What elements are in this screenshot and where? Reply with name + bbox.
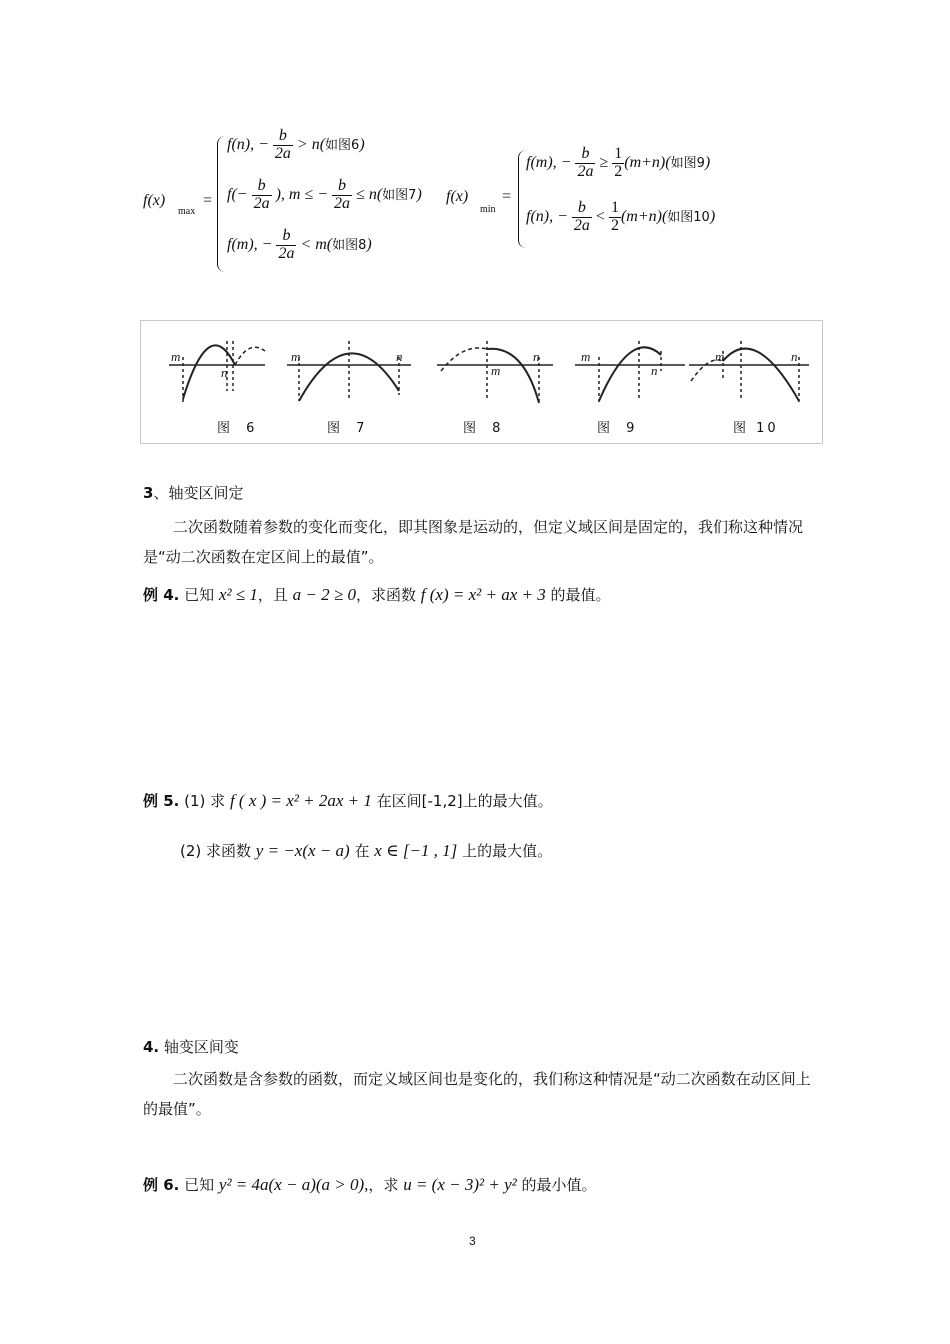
example-5-part-2 — [180, 838, 552, 864]
max-case-1-post: > n( — [296, 135, 326, 153]
text: 的最小值。 — [516, 1176, 597, 1194]
formula-max-lhs: f(x) — [143, 192, 166, 209]
max-case-2-pre: f(− — [227, 185, 248, 203]
min-case-1-pre: f(m), − — [526, 153, 572, 171]
min-case-1-note: 如图9 — [670, 155, 705, 171]
math-expression: x ∈ [−1 , 1] — [374, 841, 458, 860]
formula-max — [143, 128, 443, 278]
frac-den: 2 — [614, 162, 623, 180]
paren-close: ) — [709, 207, 716, 225]
math-expression: f ( x ) = x² + 2ax + 1 — [229, 791, 372, 810]
example-label: 例 4. — [143, 586, 180, 604]
min-case-2-note: 如图10 — [667, 209, 710, 225]
figure-6-caption: 图 6 — [217, 421, 261, 436]
text: 求函数 — [201, 842, 256, 860]
frac-den: 2a — [577, 162, 594, 180]
fig6-n-label: n — [221, 365, 228, 380]
math-expression: y = −x(x − a) — [255, 841, 350, 860]
text: ，且 — [257, 586, 293, 604]
text: ，求 — [368, 1176, 404, 1194]
formula-min-sub: min — [480, 204, 496, 215]
frac-den: 2a — [274, 144, 291, 162]
frac-num: b — [332, 178, 352, 196]
figure-10-caption: 图 10 — [733, 421, 779, 436]
min-case-1 — [526, 146, 710, 181]
text: 在区间[-1,2]上的最大值。 — [371, 792, 553, 810]
text: 上的最大值。 — [457, 842, 553, 860]
frac-num: 1 — [614, 145, 623, 162]
max-case-3-post: < m( — [300, 235, 333, 253]
max-case-1-note: 如图6 — [325, 137, 360, 153]
example-6 — [143, 1172, 597, 1198]
formula-min — [446, 146, 776, 256]
figure-9-caption: 图 9 — [597, 421, 641, 436]
paren-close: ) — [416, 185, 422, 203]
fig7-m-label: m — [291, 349, 301, 364]
max-case-1-pre: f(n), − — [227, 135, 269, 153]
fig8-m-label: m — [491, 363, 501, 378]
max-case-1 — [227, 128, 365, 163]
max-case-3-note: 如图8 — [332, 237, 367, 253]
max-case-3-pre: f(m), − — [227, 235, 273, 253]
frac-num: b — [572, 200, 592, 218]
text: 已知 — [179, 1176, 219, 1194]
max-case-2-post: ≤ n( — [356, 185, 383, 203]
formula-max-sub: max — [178, 206, 196, 217]
math-expression: x² ≤ 1 — [218, 585, 258, 604]
section-title: 、轴变区间定 — [153, 484, 244, 502]
fig6-m-label: m — [171, 349, 181, 364]
math-expression: u = (x − 3)² + y² — [403, 1175, 517, 1194]
min-case-2 — [526, 200, 715, 235]
fig10-m-label: m — [715, 349, 725, 364]
section-number: 3 — [143, 484, 154, 502]
figure-9-graph — [575, 341, 685, 403]
frac-den: 2a — [334, 194, 351, 212]
example-label: 例 6. — [143, 1176, 180, 1194]
relation: < — [595, 207, 605, 225]
section-title: 轴变区间变 — [159, 1038, 239, 1056]
frac-den: 2a — [253, 194, 270, 212]
text: 在 — [349, 842, 375, 860]
frac-den: 2 — [610, 216, 619, 234]
text: 求 — [205, 792, 230, 810]
fig10-n-label: n — [791, 349, 798, 364]
min-case-1-post: (m+n)( — [624, 153, 671, 171]
equals-sign: = — [203, 192, 213, 209]
paren-close: ) — [366, 235, 372, 253]
text: ，求函数 — [355, 586, 421, 604]
frac-num: b — [252, 178, 272, 196]
text: 的最值。 — [545, 586, 611, 604]
relation: ≥ — [599, 153, 609, 171]
max-case-3 — [227, 228, 372, 263]
section-4-paragraph: 二次函数是含参数的函数，而定义域区间也是变化的，我们称这种情况是“动二次函数在动区间上的最值”。 — [143, 1070, 811, 1118]
figure-7-graph — [287, 341, 411, 401]
fig8-n-label: n — [533, 349, 540, 364]
part-number: (2) — [180, 842, 202, 860]
frac-num: b — [273, 128, 293, 146]
section-3-heading — [143, 480, 243, 506]
fig9-n-label: n — [651, 363, 658, 378]
example-label: 例 5. — [143, 792, 180, 810]
figure-7-caption: 图 7 — [327, 421, 371, 436]
equals-sign: = — [502, 188, 512, 205]
math-expression: f (x) = x² + ax + 3 — [420, 585, 546, 604]
example-5-part-1 — [143, 788, 553, 814]
section-3-paragraph: 二次函数随着参数的变化而变化，即其图象是运动的，但定义域区间是固定的，我们称这种情况是“动二次函数在定区间上的最值”。 — [143, 518, 804, 566]
frac-num: 1 — [610, 199, 619, 216]
fig9-m-label: m — [581, 349, 591, 364]
frac-den: 2a — [573, 216, 590, 234]
example-4 — [143, 582, 611, 608]
text: 已知 — [179, 586, 219, 604]
frac-den: 2a — [278, 244, 295, 262]
paren-close: ) — [359, 135, 365, 153]
fig7-n-label: n — [396, 349, 403, 364]
part-number: (1) — [184, 792, 206, 810]
frac-num: b — [276, 228, 296, 246]
math-expression: y² = 4a(x − a)(a > 0), — [218, 1175, 369, 1194]
math-expression: a − 2 ≥ 0 — [292, 585, 356, 604]
figure-8-caption: 图 8 — [463, 421, 507, 436]
figures-panel — [140, 320, 823, 444]
figure-6-graph — [169, 341, 265, 403]
section-number: 4. — [143, 1038, 160, 1056]
paren-close: ) — [704, 153, 711, 171]
section-4-heading — [143, 1034, 239, 1060]
page-number: 3 — [469, 1234, 476, 1248]
max-case-2 — [227, 178, 422, 213]
formula-min-lhs: f(x) — [446, 188, 469, 205]
min-case-2-post: (m+n)( — [620, 207, 668, 225]
max-case-2-mid: ), m ≤ − — [275, 185, 329, 203]
min-case-2-pre: f(n), − — [526, 207, 568, 225]
frac-num: b — [575, 146, 595, 164]
max-case-2-note: 如图7 — [382, 187, 417, 203]
